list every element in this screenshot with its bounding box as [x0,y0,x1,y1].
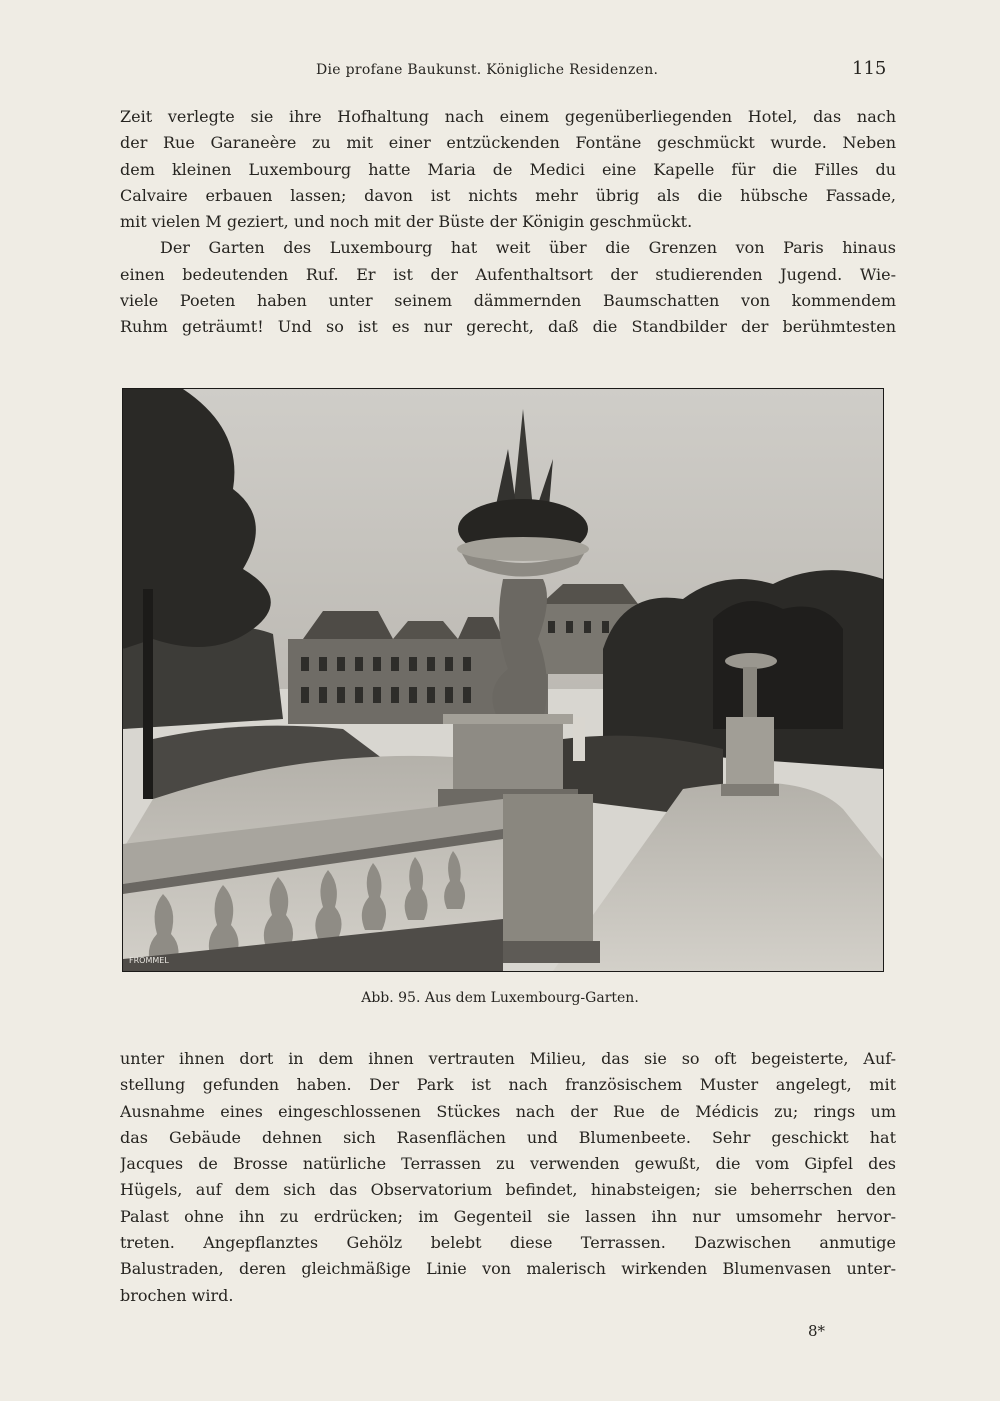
text-line: Hügels, auf dem sich das Observatorium befindet, hinabsteigen; sie beherrschen den [120,1180,896,1200]
photographer-mark: FROMMEL [129,956,169,965]
signature-mark: 8* [808,1322,826,1340]
figure-caption: Abb. 95. Aus dem Luxembourg-Garten. [361,990,639,1006]
text-line: Palast ohne ihn zu erdrücken; im Gegenteil sie lassen ihn nur umsomehr hervor- [120,1206,896,1226]
photo-luxembourg-garden [122,388,884,972]
text-line: Der Garten des Luxembourg hat weit über die Grenzen von Paris hinaus [160,238,896,258]
text-line: unter ihnen dort in dem ihnen vertrauten Milieu, das sie so oft begeisterte, Auf- [120,1049,896,1068]
text-line: viele Poeten haben unter seinem dämmernden Baumschatten von kommendem [120,291,896,311]
text-line: der Rue Garaneère zu mit einer entzückenden Fontäne geschmückt wurde. Neben [120,133,896,153]
page-number: 115 [852,58,887,79]
text-line: Ruhm geträumt! Und so ist es nur gerecht, daß die Standbilder der berühmtesten [120,317,896,337]
text-line: Calvaire erbauen lassen; davon ist nichts mehr übrig als die hübsche Fassade, [120,185,896,205]
text-line: brochen wird. [120,1285,234,1305]
text-line: mit vielen M geziert, und noch mit der Büste der Königin geschmückt. [120,212,693,232]
text-line: stellung gefunden haben. Der Park ist nach französischem Muster angelegt, mit [120,1075,896,1095]
text-line: treten. Angepflanztes Gehölz belebt diese Terrassen. Dazwischen anmutige [120,1233,896,1253]
text-line: Balustraden, deren gleichmäßige Linie von malerisch wirkenden Blumenvasen unter- [120,1259,896,1279]
text-line: das Gebäude dehnen sich Rasenflächen und Blumenbeete. Sehr geschickt hat [120,1127,896,1147]
text-line: Ausnahme eines eingeschlossenen Stückes nach der Rue de Médicis zu; rings um [120,1101,896,1121]
running-head: Die profane Baukunst. Königliche Residenzen. [316,62,659,78]
text-line: dem kleinen Luxembourg hatte Maria de Medici eine Kapelle für die Filles du [120,159,896,179]
text-block-top [120,104,896,341]
text-line: Jacques de Brosse natürliche Terrassen zu verwenden gewußt, die vom Gipfel des [120,1154,896,1174]
text-block-bottom [120,1046,896,1309]
text-line: einen bedeutenden Ruf. Er ist der Aufenthaltsort der studierenden Jugend. Wie- [120,264,896,284]
text-line: Zeit verlegte sie ihre Hofhaltung nach einem gegenüberliegenden Hotel, das nach [120,107,896,126]
